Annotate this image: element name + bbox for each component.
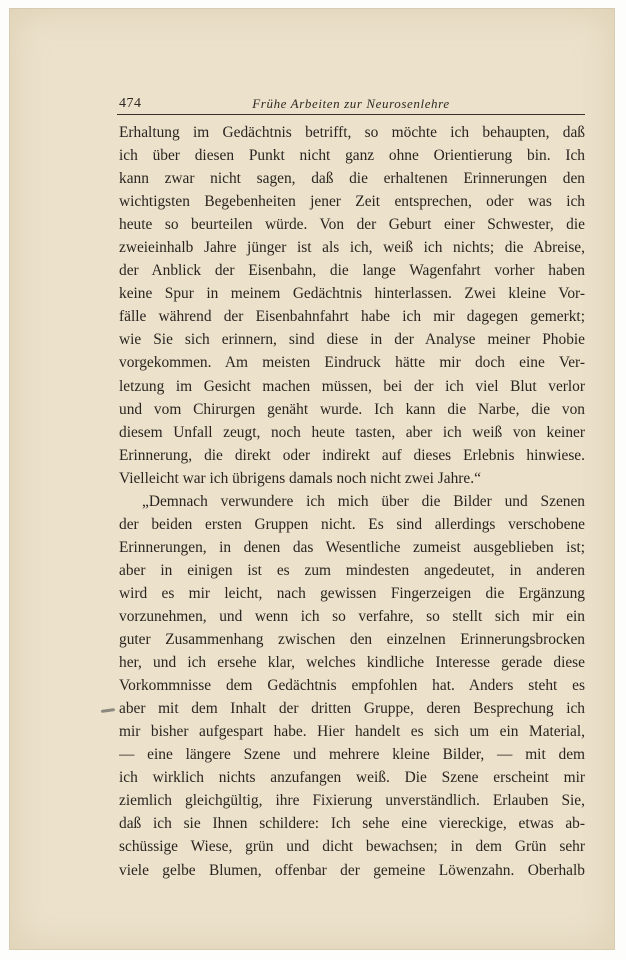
text-line: Erinnerungen, in denen das Wesentliche zumeist ausgeblieben ist; <box>119 538 585 556</box>
text-line: fälle während der Eisenbahnfahrt habe ich mir dagegen gemerkt; <box>119 308 585 326</box>
text-line: kann zwar nicht sagen, daß die erhaltenen Erinnerungen den <box>119 170 585 188</box>
body-text <box>119 121 585 882</box>
text-line: her, und ich ersehe klar, welches kindliche Interesse gerade diese <box>119 654 585 672</box>
text-line: Vielleicht war ich übrigens damals noch nicht zwei Jahre.“ <box>119 469 481 487</box>
running-title: Frühe Arbeiten zur Neurosenlehre <box>252 96 450 111</box>
text-line: ziemlich gleichgültig, ihre Fixierung unverständlich. Erlauben Sie, <box>119 792 585 810</box>
text-line: der Anblick der Eisenbahn, die lange Wagenfahrt vorher haben <box>119 262 585 280</box>
text-line: letzung im Gesicht machen müssen, bei der ich viel Blut verlor <box>119 377 585 395</box>
text-line: aber mit dem Inhalt der dritten Gruppe, deren Besprechung ich <box>119 700 585 718</box>
text-line: — eine längere Szene und mehrere kleine Bilder, — mit dem <box>119 746 585 764</box>
text-line: vorgekommen. Am meisten Eindruck hätte mir doch eine Ver- <box>119 354 585 372</box>
text-line: wie Sie sich erinnern, sind diese in der Analyse meiner Phobie <box>119 331 585 349</box>
text-line: keine Spur in meinem Gedächtnis hinterlassen. Zwei kleine Vor- <box>119 285 585 303</box>
paragraph-2 <box>119 490 585 882</box>
page-header <box>117 96 585 115</box>
text-line: schüssige Wiese, grün und dicht bewachsen; in dem Grün sehr <box>119 838 585 856</box>
text-line: „Demnach verwundere ich mich über die Bilder und Szenen <box>142 492 585 510</box>
text-line: der beiden ersten Gruppen nicht. Es sind allerdings verschobene <box>119 515 585 533</box>
text-line: viele gelbe Blumen, offenbar der gemeine Löwenzahn. Oberhalb <box>119 861 585 879</box>
text-line: ich über diesen Punkt nicht ganz ohne Orientierung bin. Ich <box>119 147 585 165</box>
text-line: Vorkommnisse dem Gedächtnis empfohlen hat. Anders steht es <box>119 677 585 695</box>
text-line: aber in einigen ist es zum mindesten angedeutet, in anderen <box>119 561 585 579</box>
text-line: mir bisher aufgespart habe. Hier handelt es sich um ein Material, <box>119 723 585 741</box>
text-line: Erinnerung, die direkt oder indirekt auf dieses Erlebnis hinwiese. <box>119 446 585 464</box>
page-number: 474 <box>119 96 142 111</box>
text-line: vorzunehmen, und wenn ich so verfahre, so stellt sich mir ein <box>119 607 585 625</box>
text-line: Erhaltung im Gedächtnis betrifft, so möchte ich behaupten, daß <box>119 124 585 141</box>
paragraph-1 <box>119 121 585 490</box>
text-line: heute so beurteilen würde. Von der Geburt einer Schwester, die <box>119 216 585 234</box>
text-line: und vom Chirurgen genäht wurde. Ich kann die Narbe, die von <box>119 400 585 418</box>
text-line: ich wirklich nichts anzufangen weiß. Die Szene erscheint mir <box>119 769 585 787</box>
text-line: wichtigsten Begebenheiten jener Zeit entsprechen, oder was ich <box>119 193 585 211</box>
text-line: diesem Unfall zeugt, noch heute tasten, aber ich weiß von keiner <box>119 423 585 441</box>
text-line: guter Zusammenhang zwischen den einzelnen Erinnerungsbrocken <box>119 631 585 649</box>
text-line: daß ich sie Ihnen schildere: Ich sehe eine viereckige, etwas ab- <box>119 815 585 833</box>
text-line: wird es mir leicht, nach gewissen Fingerzeigen die Ergänzung <box>119 584 585 602</box>
text-line: zweieinhalb Jahre jünger ist als ich, weiß ich nichts; die Abreise, <box>119 239 585 257</box>
